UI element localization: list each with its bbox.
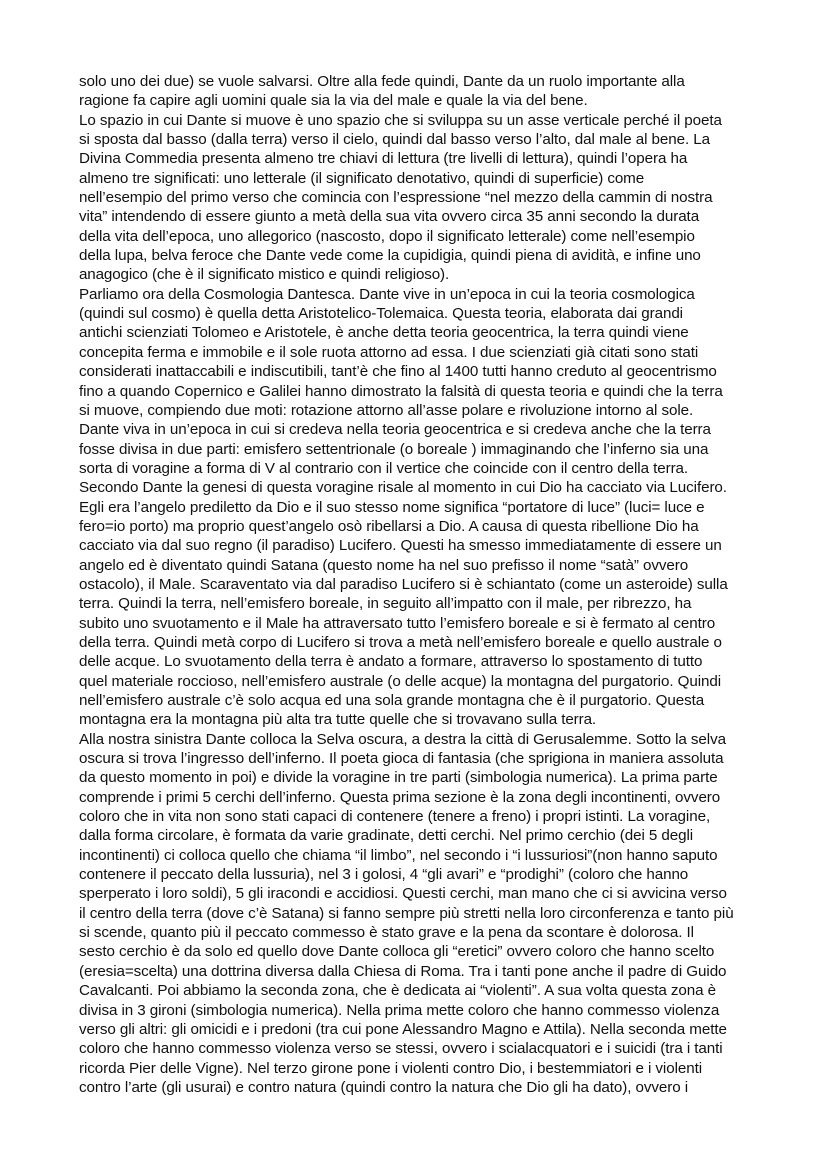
text-line: concepita ferma e immobile e il sole ruota attorno ad essa. I due scienziati già citati sono stati: [79, 343, 699, 361]
text-line: Lo spazio in cui Dante si muove è uno spazio che si sviluppa su un asse verticale perché il poeta: [79, 111, 722, 129]
text-line: vita” intendendo di essere giunto a metà della sua vita ovvero circa 35 anni secondo la durata: [79, 208, 700, 226]
text-line: coloro che in vita non sono stati capaci di contenere (tenere a freno) i propri istinti. La voragine,: [79, 808, 711, 826]
text-line: si scende, quanto più il peccato commesso è stato grave e la pena da scontare è dolorosa. Il: [79, 924, 694, 942]
text-line: da questo momento in poi) e divide la voragine in tre parti (simbologia numerica). La prima parte: [79, 769, 718, 787]
text-line: (eresia=scelta) una dottrina diversa dalla Chiesa di Roma. Tra i tanti pone anche il padre di Guido: [79, 962, 727, 980]
text-line: delle acque. Lo svuotamento della terra è andato a formare, attraverso lo spostamento di tutto: [79, 653, 703, 671]
text-line: (quindi sul cosmo) è quella detta Aristotelico-Tolemaica. Questa teoria, elaborata dai grandi: [79, 305, 683, 323]
text-line: oscura si trova l’ingresso dell’inferno. Il poeta gioca di fantasia (che sprigiona in maniera assoluta: [79, 750, 724, 768]
text-line: quel materiale roccioso, nell’emisfero australe (o delle acque) la montagna del purgatorio. Quindi: [79, 672, 722, 690]
text-line: terra. Quindi la terra, nell’emisfero boreale, in seguito all’impatto con il male, per ribrezzo, ha: [79, 595, 692, 613]
text-line: Divina Commedia presenta almeno tre chiavi di lettura (tre livelli di lettura), quindi l’opera ha: [79, 150, 688, 168]
text-line: sperperato i loro soldi), 5 gli iracondi e accidiosi. Questi cerchi, man mano che ci si avvicina verso: [79, 885, 727, 903]
text-line: della vita dell’epoca, uno allegorico (nascosto, dopo il significato letterale) come nell’esempio: [79, 227, 695, 245]
text-line: Parliamo ora della Cosmologia Dantesca. Dante vive in un’epoca in cui la teoria cosmologica: [79, 285, 695, 303]
text-line: incontinenti) ci colloca quello che chiama “il limbo”, nel secondo i “i lussuriosi”(non hanno saputo: [79, 846, 718, 864]
text-line: il centro della terra (dove c’è Satana) si fanno sempre più stretti nella loro circonferenza e tanto più: [79, 904, 734, 922]
text-line: verso gli altri: gli omicidi e i predoni (tra cui pone Alessandro Magno e Attila). Nella seconda mette: [79, 1020, 727, 1038]
text-line: ricorda Pier delle Vigne). Nel terzo girone pone i violenti contro Dio, i bestemmiatori e i violenti: [79, 1059, 703, 1077]
text-line: Cavalcanti. Poi abbiamo la seconda zona, che è dedicata ai “violenti”. A sua volta questa zona è: [79, 982, 716, 1000]
text-line: considerati inattaccabili e indiscutibili, tant’è che fino al 1400 tutti hanno creduto al geocentrismo: [79, 363, 717, 381]
text-line: si muove, compiendo due moti: rotazione attorno all’asse polare e rivoluzione intorno al sole.: [79, 401, 694, 419]
text-line: montagna era la montagna più alta tra tutte quelle che si trovavano sulla terra.: [79, 711, 597, 729]
text-line: della lupa, belva feroce che Dante vede come la cupidigia, quindi piena di avidità, e infine uno: [79, 247, 701, 265]
text-line: Egli era l’angelo prediletto da Dio e il suo stesso nome significa “portatore di luce” (luci= luce e: [79, 498, 705, 516]
text-line: subito uno svuotamento e il Male ha attraversato tutto l’emisfero boreale e si è fermato al centro: [79, 614, 716, 632]
text-line: dalla forma circolare, è formata da varie gradinate, detti cerchi. Nel primo cerchio (dei 5 degli: [79, 827, 694, 845]
document-page: [79, 72, 759, 1097]
text-line: almeno tre significati: uno letterale (il significato denotativo, quindi di superficie) come: [79, 169, 645, 187]
text-line: nell’emisfero australe c’è solo acqua ed una sola grande montagna che è il purgatorio. Questa: [79, 692, 705, 709]
text-line: divisa in 3 gironi (simbologia numerica). Nella prima mette coloro che hanno commesso violenza: [79, 1001, 720, 1019]
text-line: Secondo Dante la genesi di questa voragine risale al momento in cui Dio ha cacciato via Lucifero.: [79, 479, 727, 497]
text-line: Dante viva in un’epoca in cui si credeva nella teoria geocentrica e si credeva anche che la terra: [79, 421, 711, 439]
text-line: coloro che hanno commesso violenza verso se stessi, ovvero i scialacquatori e i suicidi (tra i tanti: [79, 1040, 723, 1058]
text-line: contenere il peccato della lussuria), nel 3 i golosi, 4 “gli avari” e “prodighi” (coloro che hanno: [79, 866, 689, 884]
text-line: anagogico (che è il significato mistico e quindi religioso).: [79, 266, 450, 284]
text-line: contro l’arte (gli usurai) e contro natura (quindi contro la natura che Dio gli ha dato), ovvero i: [79, 1078, 689, 1096]
text-line: della terra. Quindi metà corpo di Lucifero si trova a metà nell’emisfero boreale e quello australe o: [79, 633, 722, 651]
text-line: nell’esempio del primo verso che comincia con l’espressione “nel mezzo della cammin di nostra: [79, 189, 713, 207]
text-line: antichi scienziati Tolomeo e Aristotele, è anche detta teoria geocentrica, la terra quindi viene: [79, 324, 689, 342]
text-line: ostacolo), il Male. Scaraventato via dal paradiso Lucifero si è schiantato (come un asteroide) sulla: [79, 575, 728, 593]
text-line: Alla nostra sinistra Dante colloca la Selva oscura, a destra la città di Gerusalemme. Sotto la selva: [79, 730, 726, 748]
text-line: sorta di voragine a forma di V al contrario con il vertice che coincide con il centro della terra.: [79, 459, 689, 477]
text-line: angelo ed è diventato quindi Satana (questo nome ha nel suo prefisso il nome “satà” ovvero: [79, 556, 689, 574]
text-line: fino a quando Copernico e Galilei hanno dimostrato la falsità di questa teoria e quindi che la terra: [79, 382, 723, 400]
text-line: cacciato via dal suo regno (il paradiso) Lucifero. Questi ha smesso immediatamente di essere un: [79, 537, 722, 555]
text-line: fosse divisa in due parti: emisfero settentrionale (o boreale ) immaginando che l’inferno sia una: [79, 440, 709, 458]
text-line: comprende i primi 5 cerchi dell’inferno. Questa prima sezione è la zona degli incontinenti, ovvero: [79, 788, 721, 806]
text-line: ragione fa capire agli uomini quale sia la via del male e quale la via del bene.: [79, 92, 588, 110]
text-line: solo uno dei due) se vuole salvarsi. Oltre alla fede quindi, Dante da un ruolo importante alla: [79, 73, 685, 90]
text-line: sesto cerchio è da solo ed quello dove Dante colloca gli “eretici” ovvero coloro che hanno scelto: [79, 943, 715, 961]
text-line: fero=io porto) ma proprio quest’angelo osò ribellarsi a Dio. A causa di questa ribellione Dio ha: [79, 517, 699, 535]
text-line: si sposta dal basso (dalla terra) verso il cielo, quindi dal basso verso l’alto, dal male al bene. La: [79, 131, 710, 149]
